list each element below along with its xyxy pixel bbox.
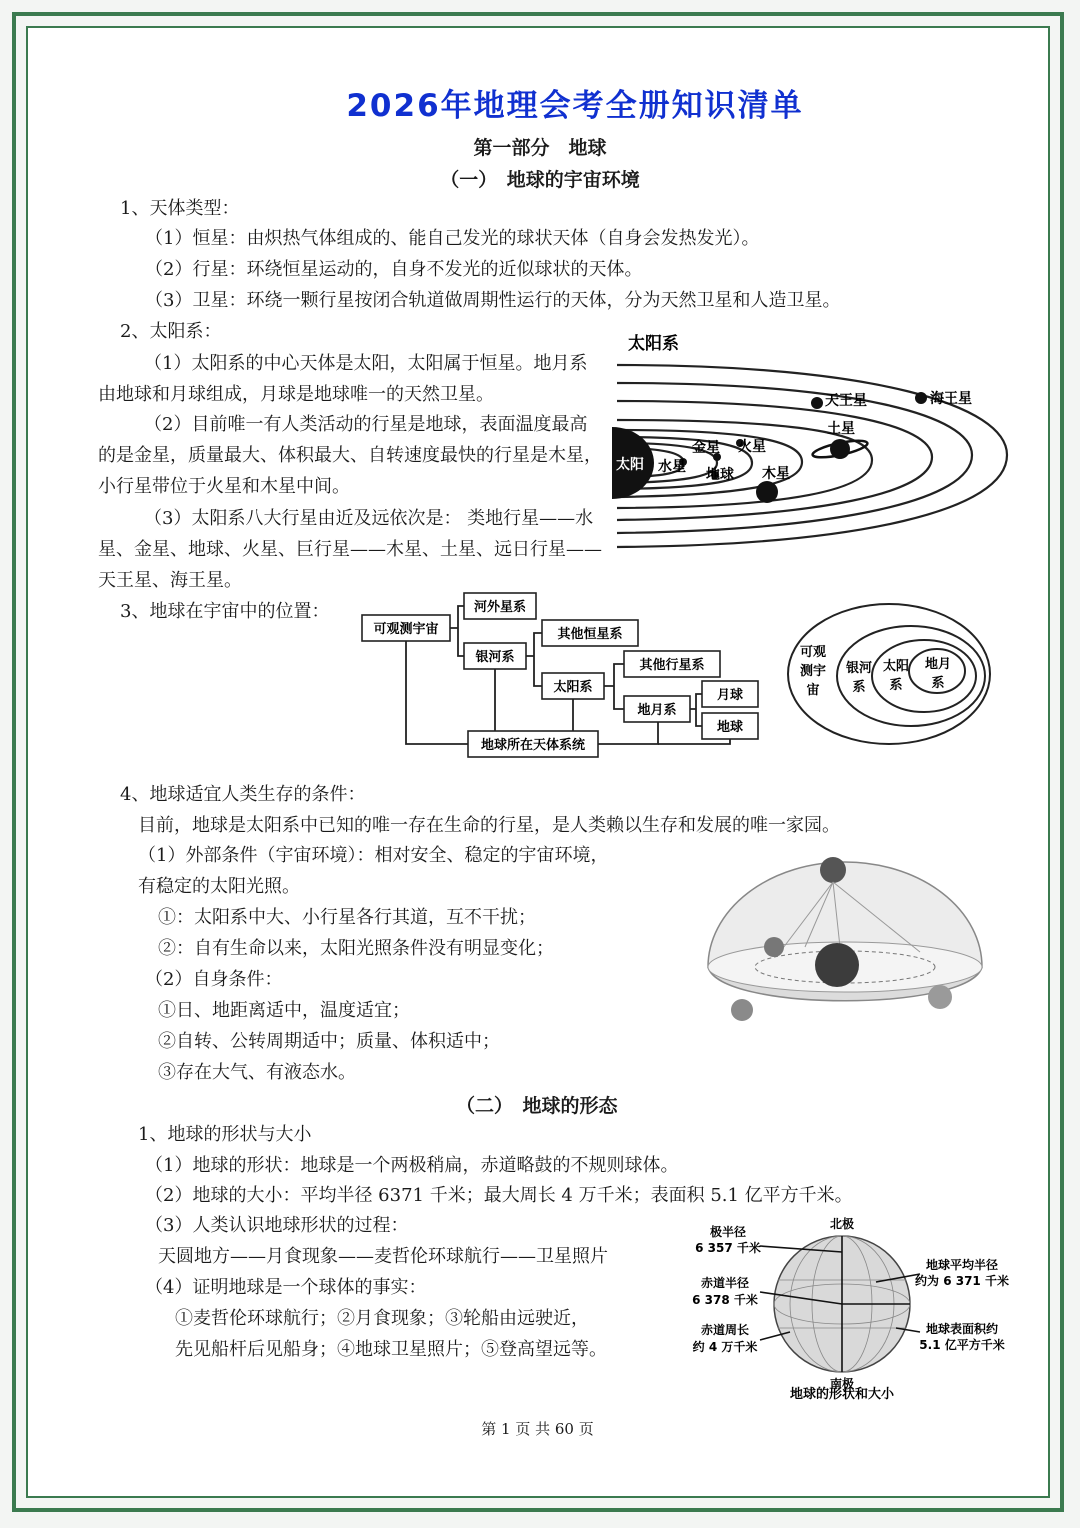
equator-circumference-value: 约 4 万千米 bbox=[692, 1340, 758, 1354]
uranus-dot bbox=[811, 397, 823, 409]
ring-label: 太阳 bbox=[882, 659, 910, 674]
planet-label: 天王星 bbox=[825, 393, 867, 409]
celestial-system-tree bbox=[358, 585, 768, 760]
tree-label: 地球所在天体系统 bbox=[480, 738, 586, 753]
ring-label: 可观 bbox=[799, 645, 827, 660]
planet-label: 土星 bbox=[827, 421, 855, 437]
atmosphere-thumbnail bbox=[928, 985, 952, 1009]
section2-heading: （二） 地球的形态 bbox=[456, 1095, 618, 1117]
ring-label: 银河 bbox=[845, 661, 873, 676]
ring-label: 地月 bbox=[924, 657, 952, 672]
earth-shape-size-figure bbox=[690, 1212, 1030, 1402]
planet-label: 金星 bbox=[692, 440, 720, 456]
ring-label: 系 bbox=[931, 676, 945, 691]
section2-line: ①麦哲伦环球航行；②月食现象；③轮船由远驶近， bbox=[175, 1308, 589, 1329]
planet-label: 地球 bbox=[706, 467, 734, 483]
earth-environment-illustration bbox=[700, 852, 990, 1037]
equator-circumference-label: 赤道周长 bbox=[700, 1323, 750, 1337]
item1-line: （2）行星：环绕恒星运动的，自身不发光的近似球状的天体。 bbox=[145, 259, 643, 280]
nested-systems-diagram bbox=[785, 598, 995, 748]
item4-intro: 目前，地球是太阳系中已知的唯一存在生命的行星，是人类赖以生存和发展的唯一家园。 bbox=[138, 815, 840, 836]
ring-label: 宙 bbox=[806, 683, 820, 698]
planet-label: 火星 bbox=[738, 439, 766, 455]
tree-connector bbox=[604, 664, 624, 709]
section2-line: （4）证明地球是一个球体的事实： bbox=[145, 1277, 427, 1298]
jupiter-dot bbox=[756, 481, 778, 503]
section1-heading: （一） 地球的宇宙环境 bbox=[440, 169, 640, 191]
planet-label: 木星 bbox=[762, 466, 790, 482]
solar-system-figure bbox=[612, 325, 1017, 550]
page-footer: 第 1 页 共 60 页 bbox=[481, 1420, 594, 1438]
north-pole-label: 北极 bbox=[829, 1217, 855, 1231]
tree-connector bbox=[598, 722, 658, 744]
ring-label: 测宇 bbox=[799, 664, 827, 679]
south-pole-label: 南极 bbox=[829, 1377, 855, 1391]
polar-radius-value: 6 357 千米 bbox=[695, 1241, 761, 1255]
tree-connector bbox=[690, 694, 702, 726]
item4-line: ②：自有生命以来，太阳光照条件没有明显变化； bbox=[158, 938, 554, 959]
item4-line: 有稳定的太阳光照。 bbox=[138, 876, 300, 897]
solar-paragraph-3: （3）太阳系八大行星由近及远依次是： 类地行星——水星、金星、地球、火星、巨行星——木星、土星、远日行星——天王星、海王星。 bbox=[98, 508, 602, 591]
liquid-water-thumbnail bbox=[731, 999, 753, 1021]
part-heading: 第一部分 地球 bbox=[473, 137, 607, 159]
mean-radius-value: 约为 6 371 千米 bbox=[915, 1274, 1009, 1288]
item1-line: （1）恒星：由炽热气体组成的、能自己发光的球状天体（自身会发热发光）。 bbox=[145, 228, 760, 249]
polar-radius-label: 极半径 bbox=[709, 1225, 747, 1239]
document-title: 2026年地理会考全册知识清单 bbox=[346, 88, 804, 124]
tree-label: 银河系 bbox=[475, 650, 515, 665]
surface-area-value: 5.1 亿平方千米 bbox=[919, 1338, 1005, 1352]
tree-label: 其他行星系 bbox=[639, 658, 705, 673]
tree-label: 地球 bbox=[716, 720, 744, 735]
neptune-dot bbox=[915, 392, 927, 404]
tree-label: 地月系 bbox=[637, 703, 677, 718]
tree-label: 太阳系 bbox=[553, 680, 593, 695]
solar-figure-title: 太阳系 bbox=[628, 334, 679, 354]
mean-radius-label: 地球平均半径 bbox=[925, 1258, 999, 1272]
equator-radius-value: 6 378 千米 bbox=[692, 1293, 758, 1307]
item2-heading: 2、太阳系： bbox=[120, 321, 222, 342]
tree-label: 其他恒星系 bbox=[557, 627, 623, 642]
ring-label: 系 bbox=[852, 680, 866, 695]
section2-line: 天圆地方——月食现象——麦哲伦环球航行——卫星照片 bbox=[158, 1246, 608, 1267]
item4-line: ②自转、公转周期适中；质量、体积适中； bbox=[158, 1031, 500, 1052]
sun-label: 太阳 bbox=[616, 457, 644, 473]
tree-label: 河外星系 bbox=[473, 600, 527, 615]
tree-label: 月球 bbox=[716, 688, 744, 703]
section2-line: 先见船杆后见船身；④地球卫星照片；⑤登高望远等。 bbox=[175, 1339, 607, 1360]
item3-heading: 3、地球在宇宙中的位置： bbox=[120, 601, 330, 622]
item4-line: （2）自身条件： bbox=[145, 969, 283, 990]
globe-caption: 地球的形状和大小 bbox=[789, 1387, 895, 1402]
item4-line: ①日、地距离适中，温度适宜； bbox=[158, 1000, 410, 1021]
solar-paragraph-1: （1）太阳系的中心天体是太阳，太阳属于恒星。地月系由地球和月球组成，月球是地球唯一的天然卫星。 bbox=[98, 353, 588, 405]
item4-line: ①：太阳系中大、小行星各行其道，互不干扰； bbox=[158, 907, 536, 928]
sun-illustration bbox=[820, 857, 846, 883]
section2-line: （3）人类认识地球形状的过程： bbox=[145, 1215, 409, 1236]
section2-line: （1）地球的形状：地球是一个两极稍扁，赤道略鼓的不规则球体。 bbox=[145, 1155, 679, 1176]
solar-paragraph-2: （2）目前唯一有人类活动的行星是地球，表面温度最高的是金星，质量最大、体积最大、自转速度最快的行星是木星，小行星带位于火星和木星中间。 bbox=[98, 414, 602, 497]
tree-label: 可观测宇宙 bbox=[373, 622, 439, 637]
tree-connector bbox=[450, 606, 464, 656]
item1-heading: 1、天体类型： bbox=[120, 198, 240, 219]
item1-line: （3）卫星：环绕一颗行星按闭合轨道做周期性运行的天体，分为天然卫星和人造卫星。 bbox=[145, 290, 841, 311]
saturn-dot bbox=[830, 439, 850, 459]
surface-area-label: 地球表面积约 bbox=[925, 1322, 999, 1336]
item4-line: ③存在大气、有液态水。 bbox=[158, 1062, 356, 1083]
earth-illustration bbox=[815, 943, 859, 987]
planet-label: 海王星 bbox=[930, 391, 972, 407]
section2-subheading: 1、地球的形状与大小 bbox=[138, 1124, 312, 1145]
equator-radius-label: 赤道半径 bbox=[700, 1276, 750, 1290]
tree-connector bbox=[526, 633, 542, 686]
scene-thumbnail bbox=[764, 937, 784, 957]
item4-line: （1）外部条件（宇宙环境）：相对安全、稳定的宇宙环境， bbox=[138, 845, 609, 866]
planet-label: 水星 bbox=[658, 459, 686, 475]
ring-label: 系 bbox=[889, 678, 903, 693]
item4-heading: 4、地球适宜人类生存的条件： bbox=[120, 784, 366, 805]
section2-line: （2）地球的大小：平均半径 6371 千米；最大周长 4 万千米；表面积 5.1 亿平方千米。 bbox=[145, 1185, 853, 1206]
